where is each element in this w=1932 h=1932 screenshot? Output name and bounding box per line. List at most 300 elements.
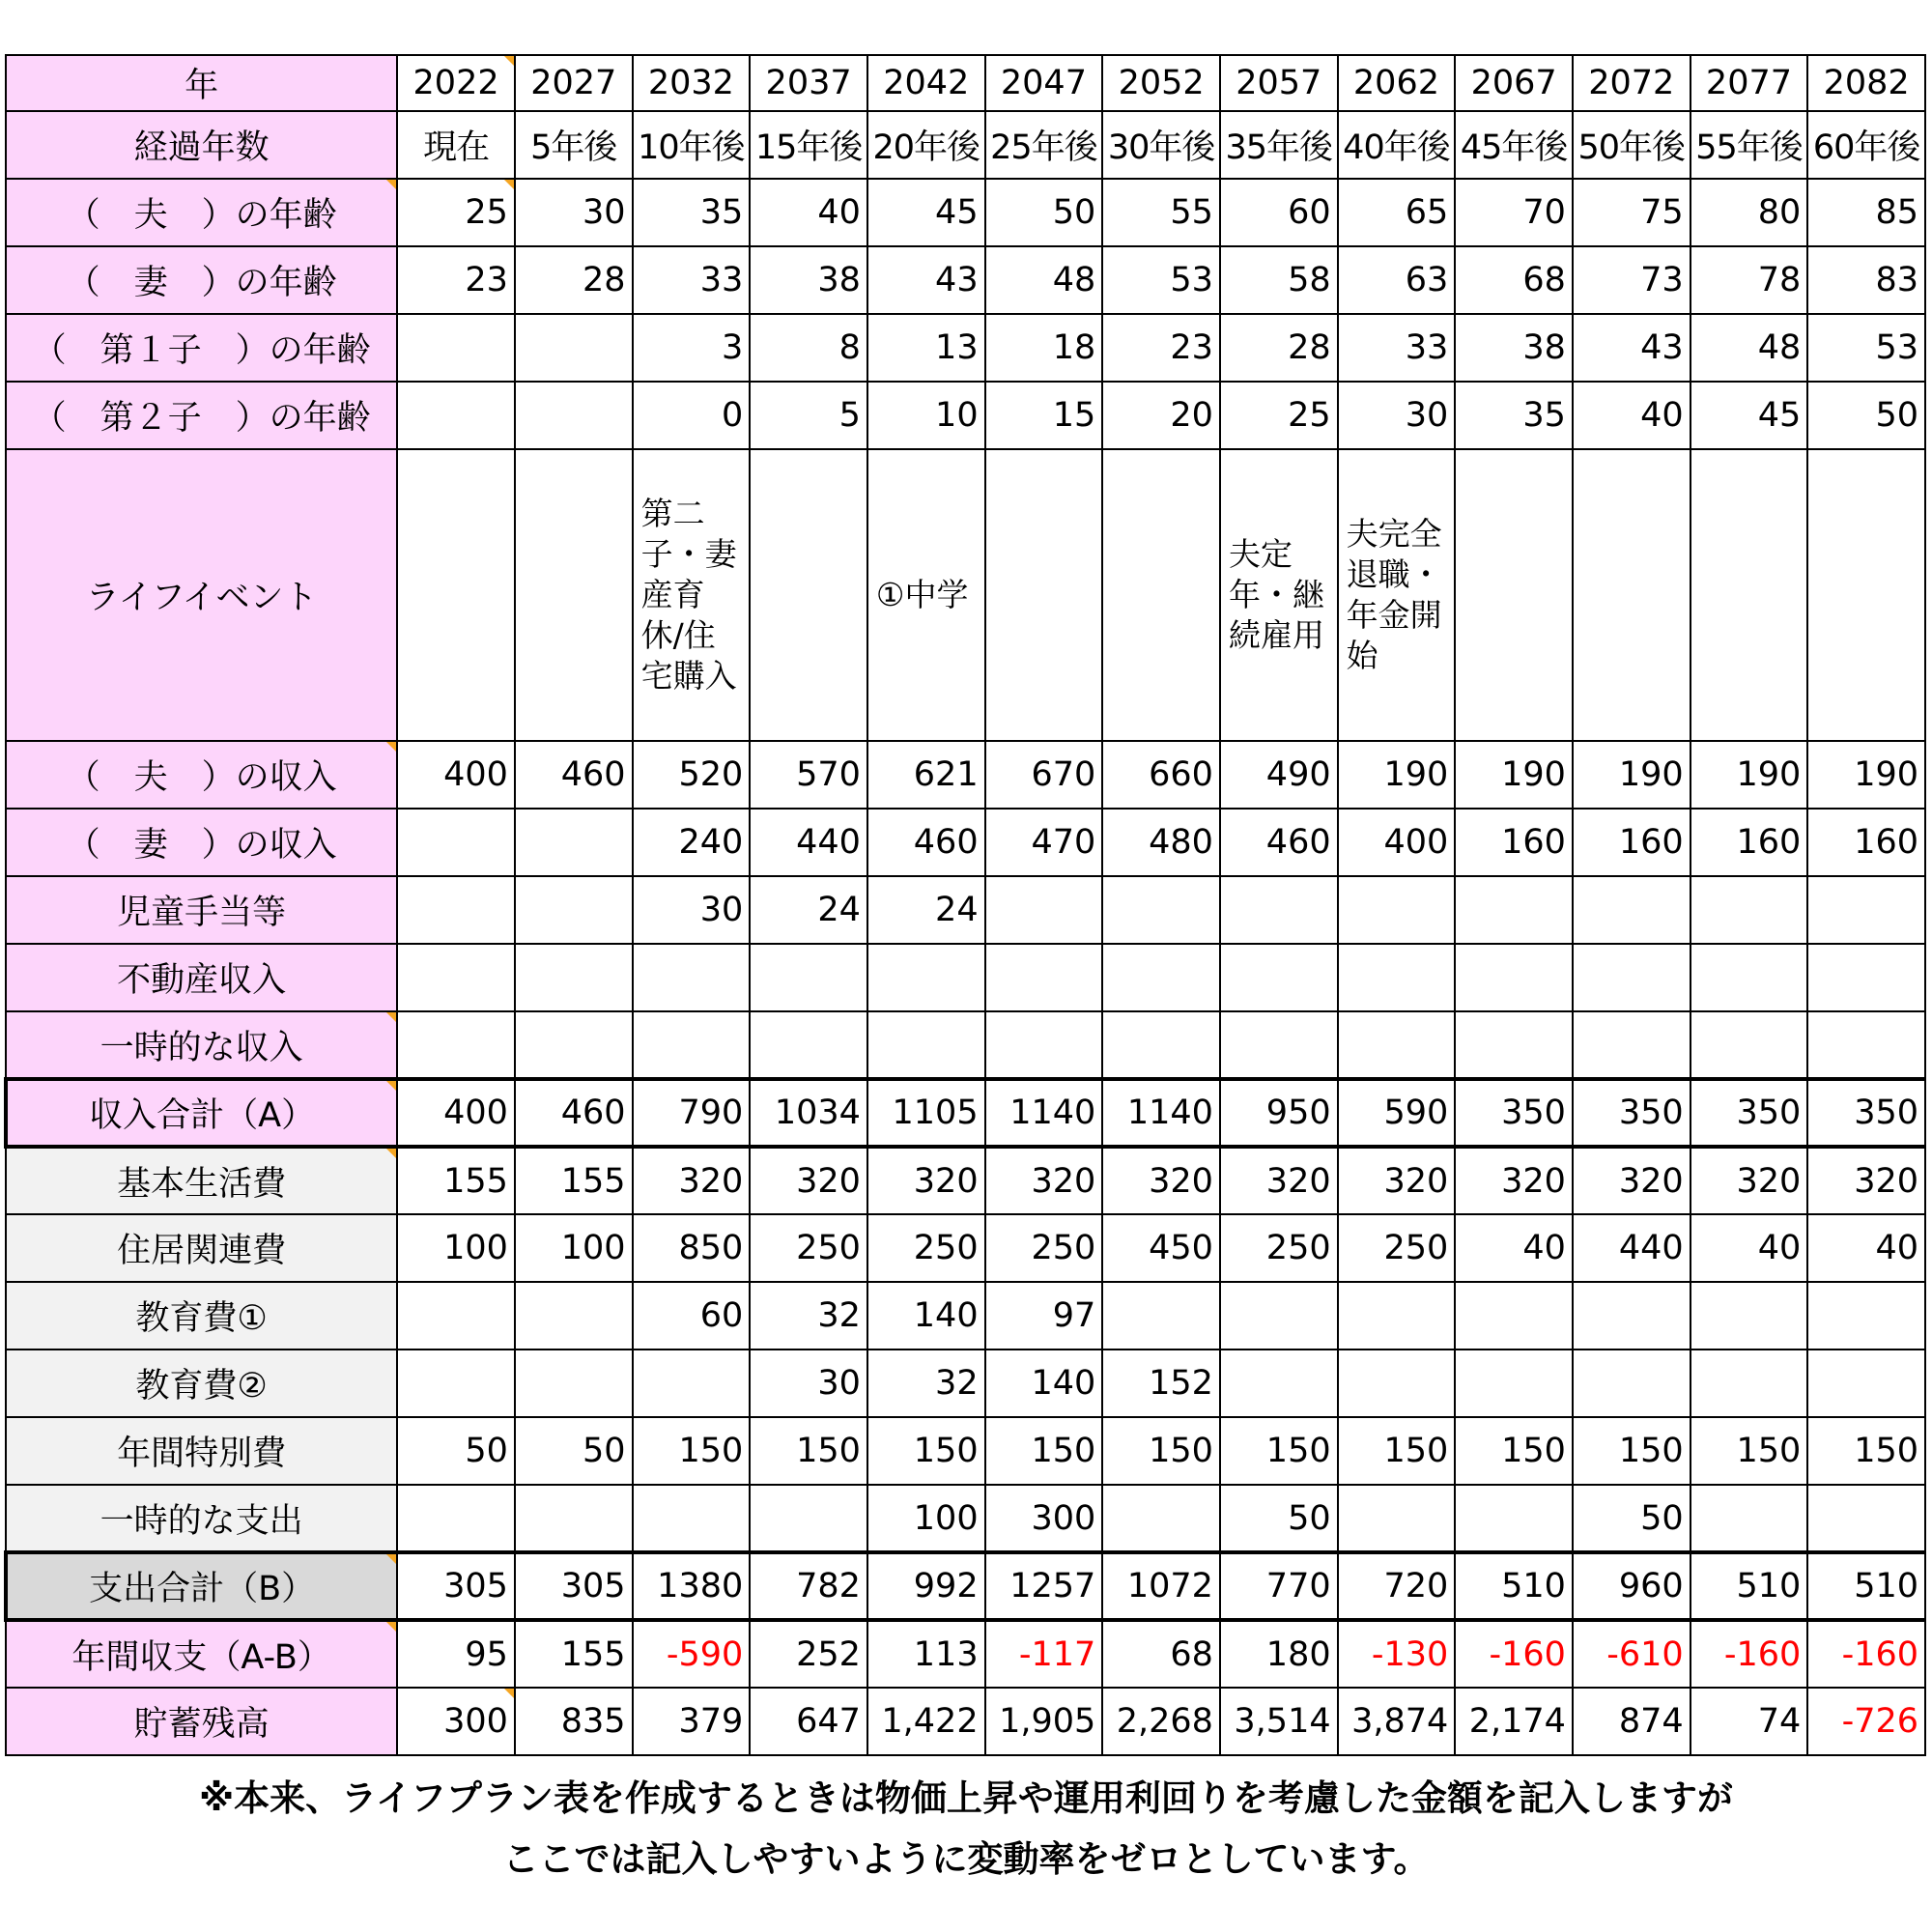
cell-elapsed-11[interactable]: 55年後 xyxy=(1690,111,1808,179)
cell-housing-7[interactable]: 250 xyxy=(1220,1214,1338,1282)
cell-age-wife-8[interactable]: 63 xyxy=(1338,246,1456,314)
cell-basic-living-1[interactable]: 155 xyxy=(515,1147,633,1214)
cell-income-husband-10[interactable]: 190 xyxy=(1573,741,1690,809)
cell-annual-special-12[interactable]: 150 xyxy=(1807,1417,1925,1485)
cell-basic-living-0[interactable]: 155 xyxy=(397,1147,515,1214)
cell-age-child1-11[interactable]: 48 xyxy=(1690,314,1808,382)
cell-temporary-expense-6[interactable] xyxy=(1102,1485,1220,1552)
cell-age-wife-3[interactable]: 38 xyxy=(750,246,867,314)
cell-temporary-income-7[interactable] xyxy=(1220,1011,1338,1079)
cell-age-husband-1[interactable]: 30 xyxy=(515,179,633,246)
cell-real-estate-income-1[interactable] xyxy=(515,944,633,1011)
cell-total-income-7[interactable]: 950 xyxy=(1220,1079,1338,1147)
cell-annual-balance-0[interactable]: 95 xyxy=(397,1620,515,1688)
cell-age-child1-6[interactable]: 23 xyxy=(1102,314,1220,382)
cell-real-estate-income-0[interactable] xyxy=(397,944,515,1011)
cell-total-income-9[interactable]: 350 xyxy=(1455,1079,1573,1147)
cell-income-wife-1[interactable] xyxy=(515,809,633,876)
cell-year-5[interactable]: 2047 xyxy=(985,55,1103,111)
cell-year-1[interactable]: 2027 xyxy=(515,55,633,111)
row-label-housing[interactable]: 住居関連費 xyxy=(6,1214,397,1282)
cell-child-allowance-10[interactable] xyxy=(1573,876,1690,944)
cell-income-husband-8[interactable]: 190 xyxy=(1338,741,1456,809)
cell-housing-5[interactable]: 250 xyxy=(985,1214,1103,1282)
cell-child-allowance-9[interactable] xyxy=(1455,876,1573,944)
cell-real-estate-income-5[interactable] xyxy=(985,944,1103,1011)
cell-total-expense-12[interactable]: 510 xyxy=(1807,1552,1925,1620)
cell-age-husband-3[interactable]: 40 xyxy=(750,179,867,246)
cell-basic-living-9[interactable]: 320 xyxy=(1455,1147,1573,1214)
row-label-income-husband[interactable]: （ 夫 ）の収入 xyxy=(6,741,397,809)
cell-housing-10[interactable]: 440 xyxy=(1573,1214,1690,1282)
cell-total-income-4[interactable]: 1105 xyxy=(867,1079,985,1147)
cell-age-child2-9[interactable]: 35 xyxy=(1455,382,1573,449)
cell-temporary-income-3[interactable] xyxy=(750,1011,867,1079)
cell-income-husband-11[interactable]: 190 xyxy=(1690,741,1808,809)
cell-income-wife-10[interactable]: 160 xyxy=(1573,809,1690,876)
cell-housing-6[interactable]: 450 xyxy=(1102,1214,1220,1282)
cell-education-1-11[interactable] xyxy=(1690,1282,1808,1350)
cell-temporary-expense-7[interactable]: 50 xyxy=(1220,1485,1338,1552)
cell-year-4[interactable]: 2042 xyxy=(867,55,985,111)
cell-elapsed-0[interactable]: 現在 xyxy=(397,111,515,179)
cell-savings-balance-10[interactable]: 874 xyxy=(1573,1688,1690,1755)
cell-age-wife-9[interactable]: 68 xyxy=(1455,246,1573,314)
cell-income-husband-2[interactable]: 520 xyxy=(633,741,751,809)
cell-education-2-5[interactable]: 140 xyxy=(985,1350,1103,1417)
cell-annual-special-10[interactable]: 150 xyxy=(1573,1417,1690,1485)
cell-age-wife-10[interactable]: 73 xyxy=(1573,246,1690,314)
cell-basic-living-10[interactable]: 320 xyxy=(1573,1147,1690,1214)
cell-year-8[interactable]: 2062 xyxy=(1338,55,1456,111)
cell-age-husband-11[interactable]: 80 xyxy=(1690,179,1808,246)
row-label-age-child2[interactable]: （ 第２子 ）の年齢 xyxy=(6,382,397,449)
cell-life-event-9[interactable] xyxy=(1455,449,1573,741)
row-label-real-estate-income[interactable]: 不動産収入 xyxy=(6,944,397,1011)
cell-basic-living-2[interactable]: 320 xyxy=(633,1147,751,1214)
cell-age-child2-6[interactable]: 20 xyxy=(1102,382,1220,449)
cell-total-income-10[interactable]: 350 xyxy=(1573,1079,1690,1147)
cell-life-event-6[interactable] xyxy=(1102,449,1220,741)
cell-age-child1-5[interactable]: 18 xyxy=(985,314,1103,382)
cell-total-expense-4[interactable]: 992 xyxy=(867,1552,985,1620)
cell-temporary-expense-11[interactable] xyxy=(1690,1485,1808,1552)
row-label-annual-balance[interactable]: 年間収支（A-B） xyxy=(6,1620,397,1688)
cell-year-11[interactable]: 2077 xyxy=(1690,55,1808,111)
cell-age-husband-8[interactable]: 65 xyxy=(1338,179,1456,246)
cell-age-child1-8[interactable]: 33 xyxy=(1338,314,1456,382)
cell-housing-2[interactable]: 850 xyxy=(633,1214,751,1282)
cell-annual-special-2[interactable]: 150 xyxy=(633,1417,751,1485)
row-label-age-husband[interactable]: （ 夫 ）の年齢 xyxy=(6,179,397,246)
cell-housing-4[interactable]: 250 xyxy=(867,1214,985,1282)
cell-income-wife-11[interactable]: 160 xyxy=(1690,809,1808,876)
cell-temporary-income-2[interactable] xyxy=(633,1011,751,1079)
row-label-basic-living[interactable]: 基本生活費 xyxy=(6,1147,397,1214)
cell-income-husband-6[interactable]: 660 xyxy=(1102,741,1220,809)
cell-child-allowance-4[interactable]: 24 xyxy=(867,876,985,944)
cell-basic-living-12[interactable]: 320 xyxy=(1807,1147,1925,1214)
cell-age-wife-4[interactable]: 43 xyxy=(867,246,985,314)
cell-age-wife-0[interactable]: 23 xyxy=(397,246,515,314)
cell-age-husband-12[interactable]: 85 xyxy=(1807,179,1925,246)
cell-age-husband-0[interactable]: 25 xyxy=(397,179,515,246)
cell-education-2-3[interactable]: 30 xyxy=(750,1350,867,1417)
cell-savings-balance-3[interactable]: 647 xyxy=(750,1688,867,1755)
cell-income-husband-0[interactable]: 400 xyxy=(397,741,515,809)
cell-annual-special-9[interactable]: 150 xyxy=(1455,1417,1573,1485)
cell-savings-balance-6[interactable]: 2,268 xyxy=(1102,1688,1220,1755)
cell-child-allowance-11[interactable] xyxy=(1690,876,1808,944)
cell-age-wife-11[interactable]: 78 xyxy=(1690,246,1808,314)
cell-income-husband-5[interactable]: 670 xyxy=(985,741,1103,809)
cell-year-12[interactable]: 2082 xyxy=(1807,55,1925,111)
cell-elapsed-6[interactable]: 30年後 xyxy=(1102,111,1220,179)
cell-total-income-12[interactable]: 350 xyxy=(1807,1079,1925,1147)
cell-income-husband-1[interactable]: 460 xyxy=(515,741,633,809)
cell-real-estate-income-2[interactable] xyxy=(633,944,751,1011)
cell-housing-3[interactable]: 250 xyxy=(750,1214,867,1282)
cell-real-estate-income-7[interactable] xyxy=(1220,944,1338,1011)
cell-age-child2-10[interactable]: 40 xyxy=(1573,382,1690,449)
cell-basic-living-5[interactable]: 320 xyxy=(985,1147,1103,1214)
cell-age-child1-10[interactable]: 43 xyxy=(1573,314,1690,382)
cell-education-1-3[interactable]: 32 xyxy=(750,1282,867,1350)
row-label-total-income[interactable]: 収入合計（A） xyxy=(6,1079,397,1147)
cell-age-child2-4[interactable]: 10 xyxy=(867,382,985,449)
cell-total-income-1[interactable]: 460 xyxy=(515,1079,633,1147)
cell-income-wife-6[interactable]: 480 xyxy=(1102,809,1220,876)
cell-savings-balance-11[interactable]: 74 xyxy=(1690,1688,1808,1755)
row-label-annual-special[interactable]: 年間特別費 xyxy=(6,1417,397,1485)
cell-elapsed-10[interactable]: 50年後 xyxy=(1573,111,1690,179)
cell-savings-balance-9[interactable]: 2,174 xyxy=(1455,1688,1573,1755)
cell-housing-9[interactable]: 40 xyxy=(1455,1214,1573,1282)
cell-temporary-income-8[interactable] xyxy=(1338,1011,1456,1079)
cell-temporary-income-1[interactable] xyxy=(515,1011,633,1079)
cell-total-income-11[interactable]: 350 xyxy=(1690,1079,1808,1147)
cell-age-child2-1[interactable] xyxy=(515,382,633,449)
cell-basic-living-7[interactable]: 320 xyxy=(1220,1147,1338,1214)
cell-temporary-expense-9[interactable] xyxy=(1455,1485,1573,1552)
cell-housing-0[interactable]: 100 xyxy=(397,1214,515,1282)
cell-annual-balance-6[interactable]: 68 xyxy=(1102,1620,1220,1688)
cell-life-event-12[interactable] xyxy=(1807,449,1925,741)
cell-real-estate-income-4[interactable] xyxy=(867,944,985,1011)
row-label-total-expense[interactable]: 支出合計（B） xyxy=(6,1552,397,1620)
cell-annual-special-1[interactable]: 50 xyxy=(515,1417,633,1485)
cell-age-child2-3[interactable]: 5 xyxy=(750,382,867,449)
cell-child-allowance-12[interactable] xyxy=(1807,876,1925,944)
cell-age-husband-6[interactable]: 55 xyxy=(1102,179,1220,246)
cell-age-child1-7[interactable]: 28 xyxy=(1220,314,1338,382)
cell-basic-living-8[interactable]: 320 xyxy=(1338,1147,1456,1214)
cell-child-allowance-6[interactable] xyxy=(1102,876,1220,944)
cell-savings-balance-8[interactable]: 3,874 xyxy=(1338,1688,1456,1755)
cell-income-wife-8[interactable]: 400 xyxy=(1338,809,1456,876)
cell-annual-balance-12[interactable]: -160 xyxy=(1807,1620,1925,1688)
cell-life-event-0[interactable] xyxy=(397,449,515,741)
cell-elapsed-12[interactable]: 60年後 xyxy=(1807,111,1925,179)
cell-life-event-3[interactable] xyxy=(750,449,867,741)
cell-income-wife-5[interactable]: 470 xyxy=(985,809,1103,876)
cell-education-2-0[interactable] xyxy=(397,1350,515,1417)
cell-age-husband-5[interactable]: 50 xyxy=(985,179,1103,246)
cell-income-husband-9[interactable]: 190 xyxy=(1455,741,1573,809)
cell-total-expense-9[interactable]: 510 xyxy=(1455,1552,1573,1620)
cell-housing-8[interactable]: 250 xyxy=(1338,1214,1456,1282)
cell-child-allowance-2[interactable]: 30 xyxy=(633,876,751,944)
cell-income-wife-2[interactable]: 240 xyxy=(633,809,751,876)
cell-age-child2-8[interactable]: 30 xyxy=(1338,382,1456,449)
cell-education-2-2[interactable] xyxy=(633,1350,751,1417)
row-label-life-event[interactable]: ライフイベント xyxy=(6,449,397,741)
cell-education-1-1[interactable] xyxy=(515,1282,633,1350)
cell-education-1-5[interactable]: 97 xyxy=(985,1282,1103,1350)
cell-child-allowance-1[interactable] xyxy=(515,876,633,944)
cell-savings-balance-7[interactable]: 3,514 xyxy=(1220,1688,1338,1755)
cell-education-1-8[interactable] xyxy=(1338,1282,1456,1350)
cell-age-child1-2[interactable]: 3 xyxy=(633,314,751,382)
cell-annual-special-8[interactable]: 150 xyxy=(1338,1417,1456,1485)
cell-temporary-income-4[interactable] xyxy=(867,1011,985,1079)
cell-total-income-8[interactable]: 590 xyxy=(1338,1079,1456,1147)
cell-annual-special-0[interactable]: 50 xyxy=(397,1417,515,1485)
cell-child-allowance-3[interactable]: 24 xyxy=(750,876,867,944)
cell-age-child1-1[interactable] xyxy=(515,314,633,382)
cell-temporary-income-12[interactable] xyxy=(1807,1011,1925,1079)
cell-education-2-1[interactable] xyxy=(515,1350,633,1417)
row-label-temporary-income[interactable]: 一時的な収入 xyxy=(6,1011,397,1079)
cell-total-expense-1[interactable]: 305 xyxy=(515,1552,633,1620)
cell-temporary-expense-1[interactable] xyxy=(515,1485,633,1552)
cell-total-expense-6[interactable]: 1072 xyxy=(1102,1552,1220,1620)
cell-annual-balance-4[interactable]: 113 xyxy=(867,1620,985,1688)
cell-income-husband-3[interactable]: 570 xyxy=(750,741,867,809)
cell-age-husband-9[interactable]: 70 xyxy=(1455,179,1573,246)
cell-annual-special-5[interactable]: 150 xyxy=(985,1417,1103,1485)
row-label-age-child1[interactable]: （ 第１子 ）の年齢 xyxy=(6,314,397,382)
cell-age-child2-2[interactable]: 0 xyxy=(633,382,751,449)
cell-year-6[interactable]: 2052 xyxy=(1102,55,1220,111)
cell-income-wife-3[interactable]: 440 xyxy=(750,809,867,876)
cell-real-estate-income-3[interactable] xyxy=(750,944,867,1011)
row-label-education-1[interactable]: 教育費① xyxy=(6,1282,397,1350)
cell-education-2-11[interactable] xyxy=(1690,1350,1808,1417)
cell-housing-1[interactable]: 100 xyxy=(515,1214,633,1282)
cell-life-event-8[interactable]: 夫完全退職・年金開始 xyxy=(1338,449,1456,741)
cell-age-wife-7[interactable]: 58 xyxy=(1220,246,1338,314)
cell-housing-11[interactable]: 40 xyxy=(1690,1214,1808,1282)
cell-life-event-1[interactable] xyxy=(515,449,633,741)
cell-real-estate-income-6[interactable] xyxy=(1102,944,1220,1011)
cell-year-7[interactable]: 2057 xyxy=(1220,55,1338,111)
cell-real-estate-income-9[interactable] xyxy=(1455,944,1573,1011)
cell-education-1-4[interactable]: 140 xyxy=(867,1282,985,1350)
cell-temporary-income-9[interactable] xyxy=(1455,1011,1573,1079)
cell-real-estate-income-12[interactable] xyxy=(1807,944,1925,1011)
cell-savings-balance-0[interactable]: 300 xyxy=(397,1688,515,1755)
cell-temporary-income-6[interactable] xyxy=(1102,1011,1220,1079)
cell-total-expense-3[interactable]: 782 xyxy=(750,1552,867,1620)
cell-age-husband-7[interactable]: 60 xyxy=(1220,179,1338,246)
cell-child-allowance-7[interactable] xyxy=(1220,876,1338,944)
cell-age-wife-6[interactable]: 53 xyxy=(1102,246,1220,314)
cell-elapsed-3[interactable]: 15年後 xyxy=(750,111,867,179)
cell-annual-balance-9[interactable]: -160 xyxy=(1455,1620,1573,1688)
cell-savings-balance-1[interactable]: 835 xyxy=(515,1688,633,1755)
cell-education-1-7[interactable] xyxy=(1220,1282,1338,1350)
cell-temporary-income-0[interactable] xyxy=(397,1011,515,1079)
cell-total-expense-8[interactable]: 720 xyxy=(1338,1552,1456,1620)
row-label-education-2[interactable]: 教育費② xyxy=(6,1350,397,1417)
cell-total-expense-2[interactable]: 1380 xyxy=(633,1552,751,1620)
cell-annual-special-11[interactable]: 150 xyxy=(1690,1417,1808,1485)
cell-education-2-8[interactable] xyxy=(1338,1350,1456,1417)
cell-life-event-4[interactable]: ①中学 xyxy=(867,449,985,741)
cell-annual-special-6[interactable]: 150 xyxy=(1102,1417,1220,1485)
cell-annual-balance-11[interactable]: -160 xyxy=(1690,1620,1808,1688)
cell-annual-special-4[interactable]: 150 xyxy=(867,1417,985,1485)
cell-age-husband-4[interactable]: 45 xyxy=(867,179,985,246)
cell-education-1-6[interactable] xyxy=(1102,1282,1220,1350)
cell-temporary-expense-5[interactable]: 300 xyxy=(985,1485,1103,1552)
cell-income-wife-12[interactable]: 160 xyxy=(1807,809,1925,876)
cell-annual-balance-1[interactable]: 155 xyxy=(515,1620,633,1688)
cell-basic-living-6[interactable]: 320 xyxy=(1102,1147,1220,1214)
cell-elapsed-9[interactable]: 45年後 xyxy=(1455,111,1573,179)
cell-age-child1-4[interactable]: 13 xyxy=(867,314,985,382)
cell-child-allowance-5[interactable] xyxy=(985,876,1103,944)
row-label-elapsed[interactable]: 経過年数 xyxy=(6,111,397,179)
cell-elapsed-8[interactable]: 40年後 xyxy=(1338,111,1456,179)
cell-education-1-0[interactable] xyxy=(397,1282,515,1350)
cell-savings-balance-5[interactable]: 1,905 xyxy=(985,1688,1103,1755)
cell-basic-living-3[interactable]: 320 xyxy=(750,1147,867,1214)
cell-education-2-12[interactable] xyxy=(1807,1350,1925,1417)
cell-life-event-7[interactable]: 夫定年・継続雇用 xyxy=(1220,449,1338,741)
cell-age-wife-12[interactable]: 83 xyxy=(1807,246,1925,314)
cell-age-wife-5[interactable]: 48 xyxy=(985,246,1103,314)
cell-elapsed-2[interactable]: 10年後 xyxy=(633,111,751,179)
row-label-age-wife[interactable]: （ 妻 ）の年齢 xyxy=(6,246,397,314)
cell-temporary-expense-4[interactable]: 100 xyxy=(867,1485,985,1552)
cell-real-estate-income-8[interactable] xyxy=(1338,944,1456,1011)
cell-total-expense-5[interactable]: 1257 xyxy=(985,1552,1103,1620)
cell-basic-living-4[interactable]: 320 xyxy=(867,1147,985,1214)
cell-year-9[interactable]: 2067 xyxy=(1455,55,1573,111)
cell-age-child2-11[interactable]: 45 xyxy=(1690,382,1808,449)
cell-income-wife-7[interactable]: 460 xyxy=(1220,809,1338,876)
cell-elapsed-1[interactable]: 5年後 xyxy=(515,111,633,179)
cell-age-child1-12[interactable]: 53 xyxy=(1807,314,1925,382)
cell-age-wife-2[interactable]: 33 xyxy=(633,246,751,314)
cell-annual-special-3[interactable]: 150 xyxy=(750,1417,867,1485)
cell-temporary-expense-10[interactable]: 50 xyxy=(1573,1485,1690,1552)
cell-education-1-9[interactable] xyxy=(1455,1282,1573,1350)
cell-savings-balance-12[interactable]: -726 xyxy=(1807,1688,1925,1755)
cell-age-wife-1[interactable]: 28 xyxy=(515,246,633,314)
row-label-savings-balance[interactable]: 貯蓄残高 xyxy=(6,1688,397,1755)
cell-temporary-expense-2[interactable] xyxy=(633,1485,751,1552)
cell-annual-balance-2[interactable]: -590 xyxy=(633,1620,751,1688)
cell-life-event-10[interactable] xyxy=(1573,449,1690,741)
cell-total-income-6[interactable]: 1140 xyxy=(1102,1079,1220,1147)
cell-child-allowance-8[interactable] xyxy=(1338,876,1456,944)
cell-annual-balance-10[interactable]: -610 xyxy=(1573,1620,1690,1688)
cell-age-child2-12[interactable]: 50 xyxy=(1807,382,1925,449)
cell-elapsed-4[interactable]: 20年後 xyxy=(867,111,985,179)
cell-savings-balance-4[interactable]: 1,422 xyxy=(867,1688,985,1755)
cell-education-2-10[interactable] xyxy=(1573,1350,1690,1417)
cell-education-1-2[interactable]: 60 xyxy=(633,1282,751,1350)
cell-age-child2-0[interactable] xyxy=(397,382,515,449)
cell-annual-balance-8[interactable]: -130 xyxy=(1338,1620,1456,1688)
cell-income-wife-4[interactable]: 460 xyxy=(867,809,985,876)
cell-annual-balance-7[interactable]: 180 xyxy=(1220,1620,1338,1688)
cell-annual-special-7[interactable]: 150 xyxy=(1220,1417,1338,1485)
cell-temporary-income-5[interactable] xyxy=(985,1011,1103,1079)
cell-income-husband-4[interactable]: 621 xyxy=(867,741,985,809)
cell-real-estate-income-11[interactable] xyxy=(1690,944,1808,1011)
cell-education-1-12[interactable] xyxy=(1807,1282,1925,1350)
row-label-income-wife[interactable]: （ 妻 ）の収入 xyxy=(6,809,397,876)
cell-total-income-0[interactable]: 400 xyxy=(397,1079,515,1147)
cell-elapsed-7[interactable]: 35年後 xyxy=(1220,111,1338,179)
cell-total-income-3[interactable]: 1034 xyxy=(750,1079,867,1147)
cell-income-wife-0[interactable] xyxy=(397,809,515,876)
cell-total-expense-7[interactable]: 770 xyxy=(1220,1552,1338,1620)
row-label-child-allowance[interactable]: 児童手当等 xyxy=(6,876,397,944)
cell-year-0[interactable]: 2022 xyxy=(397,55,515,111)
cell-age-child1-0[interactable] xyxy=(397,314,515,382)
cell-temporary-income-11[interactable] xyxy=(1690,1011,1808,1079)
cell-total-income-2[interactable]: 790 xyxy=(633,1079,751,1147)
cell-age-husband-2[interactable]: 35 xyxy=(633,179,751,246)
cell-income-wife-9[interactable]: 160 xyxy=(1455,809,1573,876)
cell-savings-balance-2[interactable]: 379 xyxy=(633,1688,751,1755)
cell-income-husband-7[interactable]: 490 xyxy=(1220,741,1338,809)
cell-annual-balance-5[interactable]: -117 xyxy=(985,1620,1103,1688)
cell-age-child2-7[interactable]: 25 xyxy=(1220,382,1338,449)
cell-age-husband-10[interactable]: 75 xyxy=(1573,179,1690,246)
cell-total-expense-0[interactable]: 305 xyxy=(397,1552,515,1620)
cell-real-estate-income-10[interactable] xyxy=(1573,944,1690,1011)
cell-education-2-7[interactable] xyxy=(1220,1350,1338,1417)
cell-year-2[interactable]: 2032 xyxy=(633,55,751,111)
cell-life-event-5[interactable] xyxy=(985,449,1103,741)
cell-temporary-income-10[interactable] xyxy=(1573,1011,1690,1079)
cell-education-2-4[interactable]: 32 xyxy=(867,1350,985,1417)
cell-age-child2-5[interactable]: 15 xyxy=(985,382,1103,449)
cell-child-allowance-0[interactable] xyxy=(397,876,515,944)
cell-education-1-10[interactable] xyxy=(1573,1282,1690,1350)
cell-year-3[interactable]: 2037 xyxy=(750,55,867,111)
cell-age-child1-9[interactable]: 38 xyxy=(1455,314,1573,382)
cell-life-event-2[interactable]: 第二子・妻産育休/住宅購入 xyxy=(633,449,751,741)
cell-total-income-5[interactable]: 1140 xyxy=(985,1079,1103,1147)
cell-life-event-11[interactable] xyxy=(1690,449,1808,741)
cell-housing-12[interactable]: 40 xyxy=(1807,1214,1925,1282)
cell-income-husband-12[interactable]: 190 xyxy=(1807,741,1925,809)
cell-temporary-expense-12[interactable] xyxy=(1807,1485,1925,1552)
cell-year-10[interactable]: 2072 xyxy=(1573,55,1690,111)
cell-temporary-expense-0[interactable] xyxy=(397,1485,515,1552)
cell-annual-balance-3[interactable]: 252 xyxy=(750,1620,867,1688)
cell-education-2-6[interactable]: 152 xyxy=(1102,1350,1220,1417)
cell-age-child1-3[interactable]: 8 xyxy=(750,314,867,382)
cell-total-expense-10[interactable]: 960 xyxy=(1573,1552,1690,1620)
